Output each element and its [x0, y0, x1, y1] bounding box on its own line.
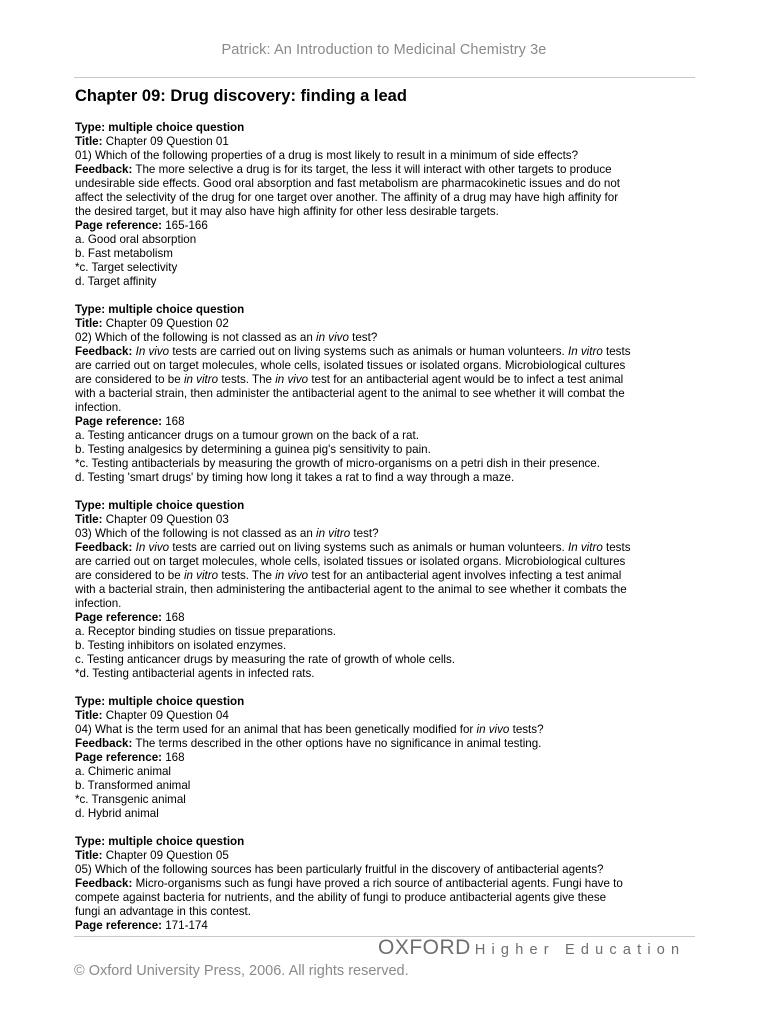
- feedback-line: infection.: [75, 597, 122, 610]
- brand-subtitle: Higher Education: [474, 942, 686, 958]
- option: b. Fast metabolism: [75, 247, 173, 260]
- option: c. Testing anticancer drugs by measuring the rate of growth of whole cells.: [75, 653, 456, 666]
- type-label: Type:: [75, 303, 106, 316]
- page-reference-label: Page reference:: [75, 611, 162, 624]
- type-value: multiple choice question: [108, 835, 245, 848]
- page-reference: Page reference: 171-174: [75, 919, 208, 932]
- title-line: [75, 317, 693, 331]
- copyright-notice: © Oxford University Press, 2006. All rights reserved.: [74, 963, 409, 979]
- feedback-line: undesirable side effects. Good oral absorption and fast metabolism are pharmacokinetic issues and do not: [75, 177, 621, 190]
- title-line: [75, 849, 693, 863]
- feedback-label: Feedback:: [75, 163, 133, 176]
- feedback-line: infection.: [75, 401, 122, 414]
- question-block: [75, 303, 693, 485]
- type-label: Type:: [75, 499, 106, 512]
- feedback-label: Feedback:: [75, 541, 133, 554]
- feedback: [75, 345, 693, 415]
- title-value: Chapter 09 Question 01: [105, 135, 229, 148]
- running-header: Patrick: An Introduction to Medicinal Chemistry 3e: [221, 42, 547, 58]
- feedback-label: Feedback:: [75, 877, 133, 890]
- feedback: [75, 737, 693, 751]
- title-value: Chapter 09 Question 03: [105, 513, 229, 526]
- title-value: Chapter 09 Question 02: [105, 317, 229, 330]
- title-label: Title:: [75, 135, 103, 148]
- option: a. Good oral absorption: [75, 233, 197, 246]
- title-line: [75, 709, 693, 723]
- type-label: Type:: [75, 121, 106, 134]
- title-value: Chapter 09 Question 05: [105, 849, 229, 862]
- feedback-line: are considered to be in vitro tests. The in vivo test for an antibacterial agent would be to infect a test animal: [75, 373, 624, 386]
- question-block: [75, 835, 693, 933]
- option: b. Transformed animal: [75, 779, 191, 792]
- feedback-line: fungi an advantage in this contest.: [75, 905, 251, 918]
- title-label: Title:: [75, 849, 103, 862]
- page-reference: Page reference: 168: [75, 751, 185, 764]
- option: a. Receptor binding studies on tissue preparations.: [75, 625, 337, 638]
- feedback-line: Feedback: Micro-organisms such as fungi have proved a rich source of antibacterial agents. Fungi have to: [75, 877, 623, 890]
- question-block: [75, 121, 693, 289]
- type-label: Type:: [75, 695, 106, 708]
- feedback-line: Feedback: In vivo tests are carried out on living systems such as animals or human volunteers. In vitro tests: [75, 541, 631, 554]
- feedback-label: Feedback:: [75, 737, 133, 750]
- question-text: 05) Which of the following sources has been particularly fruitful in the discovery of antibacterial agents?: [75, 863, 604, 876]
- option: d. Hybrid animal: [75, 807, 159, 820]
- header-divider: [74, 77, 695, 78]
- title-line: [75, 135, 693, 149]
- feedback: [75, 877, 693, 919]
- option: a. Chimeric animal: [75, 765, 171, 778]
- page-reference-label: Page reference:: [75, 919, 162, 932]
- page-reference: Page reference: 165-166: [75, 219, 208, 232]
- publisher-logo: [378, 936, 685, 960]
- option-correct: *c. Transgenic animal: [75, 793, 186, 806]
- title-value: Chapter 09 Question 04: [105, 709, 229, 722]
- option-correct: *d. Testing antibacterial agents in infected rats.: [75, 667, 315, 680]
- question-text: 03) Which of the following is not classed as an in vitro test?: [75, 527, 379, 540]
- question-block: [75, 695, 693, 821]
- option-correct: *c. Target selectivity: [75, 261, 178, 274]
- page-reference-label: Page reference:: [75, 415, 162, 428]
- feedback-line: compete against bacteria for nutrients, and the ability of fungi to produce antibacterial agents give these: [75, 891, 607, 904]
- feedback-line: Feedback: In vivo tests are carried out on living systems such as animals or human volunteers. In vitro tests: [75, 345, 631, 358]
- option-correct: *c. Testing antibacterials by measuring the growth of micro-organisms on a petri dish in their presence.: [75, 457, 600, 470]
- title-label: Title:: [75, 513, 103, 526]
- feedback-line: with a bacterial strain, then administering the antibacterial agent to the animal to see whether it combats the: [75, 583, 627, 596]
- type-line: [75, 499, 693, 513]
- question-block: [75, 499, 693, 681]
- page-reference: Page reference: 168: [75, 611, 185, 624]
- type-line: [75, 121, 693, 135]
- question-list: [75, 121, 693, 947]
- feedback-line: are carried out on target molecules, whole cells, isolated tissues or isolated organs. Microbiological cultures: [75, 359, 626, 372]
- feedback-line: affect the selectivity of the drug for one target over another. The affinity of a drug may have high affinity for: [75, 191, 619, 204]
- feedback-line: Feedback: The more selective a drug is for its target, the less it will interact with other targets to produce: [75, 163, 612, 176]
- type-value: multiple choice question: [108, 303, 245, 316]
- question-text: 01) Which of the following properties of a drug is most likely to result in a minimum of side effects?: [75, 149, 579, 162]
- option: b. Testing analgesics by determining a guinea pig's sensitivity to pain.: [75, 443, 431, 456]
- option: d. Target affinity: [75, 275, 157, 288]
- type-line: [75, 835, 693, 849]
- title-label: Title:: [75, 317, 103, 330]
- page-reference-label: Page reference:: [75, 751, 162, 764]
- brand-name: OXFORD: [378, 936, 471, 959]
- title-label: Title:: [75, 709, 103, 722]
- type-line: [75, 303, 693, 317]
- type-label: Type:: [75, 835, 106, 848]
- option: b. Testing inhibitors on isolated enzymes.: [75, 639, 287, 652]
- page-reference-label: Page reference:: [75, 219, 162, 232]
- feedback-line: are considered to be in vitro tests. The in vivo test for an antibacterial agent involves infecting a test animal: [75, 569, 622, 582]
- type-value: multiple choice question: [108, 499, 245, 512]
- chapter-title: Chapter 09: Drug discovery: finding a lead: [75, 87, 407, 105]
- feedback-label: Feedback:: [75, 345, 133, 358]
- question-text: 04) What is the term used for an animal that has been genetically modified for in vivo tests?: [75, 723, 544, 736]
- page-reference: Page reference: 168: [75, 415, 185, 428]
- type-value: multiple choice question: [108, 121, 245, 134]
- feedback-line: with a bacterial strain, then administer the antibacterial agent to the animal to see whether it will combat the: [75, 387, 625, 400]
- option: a. Testing anticancer drugs on a tumour grown on the back of a rat.: [75, 429, 419, 442]
- type-value: multiple choice question: [108, 695, 245, 708]
- feedback-line: Feedback: The terms described in the other options have no significance in animal testing.: [75, 737, 542, 750]
- question-text: 02) Which of the following is not classed as an in vivo test?: [75, 331, 378, 344]
- feedback-line: the desired target, but it may also have high affinity for other less desirable targets.: [75, 205, 499, 218]
- option: d. Testing 'smart drugs' by timing how long it takes a rat to find a way through a maze.: [75, 471, 515, 484]
- title-line: [75, 513, 693, 527]
- feedback-line: are carried out on target molecules, whole cells, isolated tissues or isolated organs. Microbiological cultures: [75, 555, 626, 568]
- feedback: [75, 541, 693, 611]
- type-line: [75, 695, 693, 709]
- feedback: [75, 163, 693, 219]
